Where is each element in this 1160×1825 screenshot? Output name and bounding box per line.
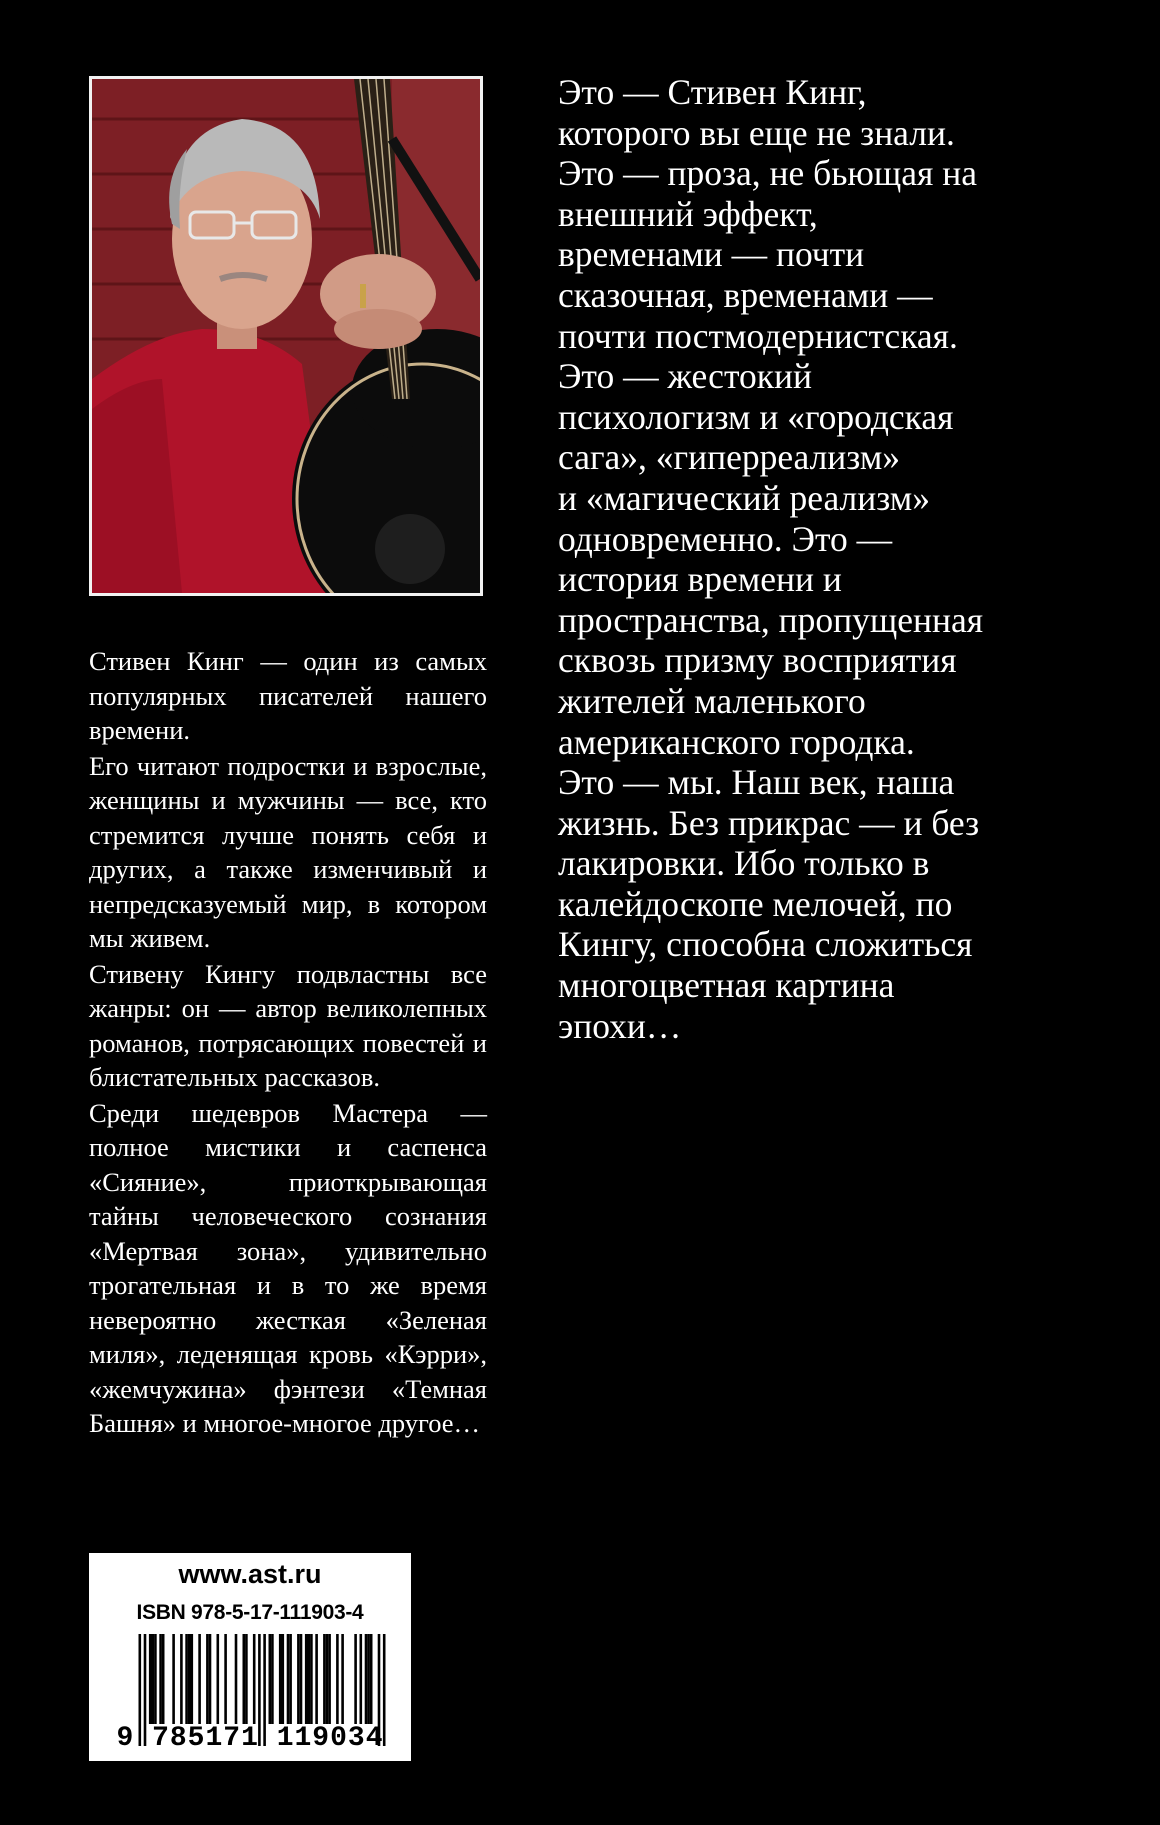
barcode-bar <box>305 1634 308 1724</box>
blurb-line: история времени и <box>558 559 842 600</box>
author-portrait-image <box>92 79 480 593</box>
blurb-line: жизнь. Без прикрас — и без <box>558 802 980 843</box>
blurb-line: одновременно. Это — <box>558 518 893 559</box>
barcode-bar <box>180 1634 183 1724</box>
barcode-bar <box>235 1634 238 1724</box>
blurb-line: многоцветная картина <box>558 965 895 1006</box>
isbn-number: ISBN 978-5-17-111903-4 <box>136 1601 364 1624</box>
author-photo <box>89 76 483 596</box>
barcode-bar <box>360 1634 363 1724</box>
barcode-bar <box>245 1634 248 1724</box>
barcode-bar <box>154 1634 157 1724</box>
barcode-bar <box>297 1634 300 1724</box>
barcode-bar <box>162 1634 165 1724</box>
blurb-line: лакировки. Ибо только в <box>558 843 930 884</box>
author-biography <box>89 644 487 1442</box>
barcode-bar <box>341 1634 344 1724</box>
blurb-line: психологизм и «городская <box>558 396 954 437</box>
blurb-line: которого вы еще не знали. <box>558 112 955 153</box>
bio-paragraph: Стивен Кинг — один из самых популярных писателей нашего времени. <box>89 646 487 745</box>
book-blurb <box>558 72 1078 1046</box>
barcode-bar <box>279 1634 282 1724</box>
blurb-line: почти постмодернистская. <box>558 315 958 356</box>
blurb-line: Это — проза, не бьющая на <box>558 153 977 194</box>
barcode-bar <box>289 1634 292 1724</box>
blurb-line: сквозь призму восприятия <box>558 640 957 681</box>
bio-paragraph: Его читают подростки и взрослые, женщины и мужчины — все, кто стремится лучше понять себя и других, а также изменчивый и непредсказуемый мир, в котором мы живем. <box>89 750 487 953</box>
barcode-bar <box>367 1634 370 1724</box>
barcode-bar <box>336 1634 339 1724</box>
barcode-bar <box>209 1634 212 1724</box>
blurb-line: жителей маленького <box>558 680 866 721</box>
barcode-bar <box>269 1634 272 1724</box>
blurb-line: сказочная, временами — <box>558 274 933 315</box>
blurb-line: и «магический реализм» <box>558 477 930 518</box>
blurb-line: внешний эффект, <box>558 193 818 234</box>
blurb-line: калейдоскопе мелочей, по <box>558 883 953 924</box>
barcode-bar <box>172 1634 175 1724</box>
barcode-bar <box>310 1634 313 1724</box>
blurb-line: американского городка. <box>558 721 915 762</box>
barcode-bar <box>326 1634 329 1724</box>
blurb-line: Это — жестокий <box>558 356 812 397</box>
bio-paragraph: Среди шедевров Мастера — полное мистики и саспенса «Сияние», приоткрывающая тайны человеческого сознания «Мертвая зона», удивительно трогательная и в то же время невероятно жесткая «Зеленая миля», леденящая кровь «Кэрри», «жемчужина» фэнтези «Темная Башня» и многое-многое другое… <box>89 1097 487 1438</box>
barcode-bar <box>152 1634 155 1724</box>
barcode-bar <box>370 1634 373 1724</box>
barcode-bar <box>323 1634 326 1724</box>
barcode-bar <box>206 1634 209 1724</box>
barcode-bar <box>300 1634 303 1724</box>
ean-digits: 9 785171 119034 <box>116 1723 384 1754</box>
barcode-bar <box>198 1634 201 1724</box>
barcode-bar <box>287 1634 290 1724</box>
barcode-bar <box>354 1634 357 1724</box>
publisher-website: www.ast.ru <box>178 1559 322 1589</box>
barcode-bar <box>191 1634 194 1724</box>
barcode-bar <box>224 1634 227 1724</box>
blurb-line: эпохи… <box>558 1005 682 1046</box>
barcode-bar <box>271 1634 274 1724</box>
barcode-bar <box>217 1634 220 1724</box>
barcode-bar <box>243 1634 246 1724</box>
blurb-line: Это — Стивен Кинг, <box>558 72 867 112</box>
blurb-line: пространства, пропущенная <box>558 599 984 640</box>
bio-paragraph: Стивену Кингу подвластны все жанры: он — автор великолепных романов, потрясающих повестей и блистательных рассказов. <box>89 958 487 1092</box>
blurb-line: сага», «гиперреализм» <box>558 437 901 478</box>
barcode-bar <box>185 1634 188 1724</box>
barcode-bar <box>315 1634 318 1724</box>
barcode-bar <box>308 1634 311 1724</box>
barcode-bar <box>188 1634 191 1724</box>
barcode-bar <box>149 1634 152 1724</box>
barcode-bar <box>282 1634 285 1724</box>
barcode-bar <box>253 1634 256 1724</box>
blurb-line: Это — мы. Наш век, наша <box>558 762 955 803</box>
blurb-line: временами — почти <box>558 234 865 275</box>
barcode-bar <box>365 1634 368 1724</box>
blurb-line: Кингу, способна сложиться <box>558 924 973 965</box>
barcode-bar <box>159 1634 162 1724</box>
barcode-bar <box>328 1634 331 1724</box>
isbn-barcode-block <box>89 1553 411 1761</box>
